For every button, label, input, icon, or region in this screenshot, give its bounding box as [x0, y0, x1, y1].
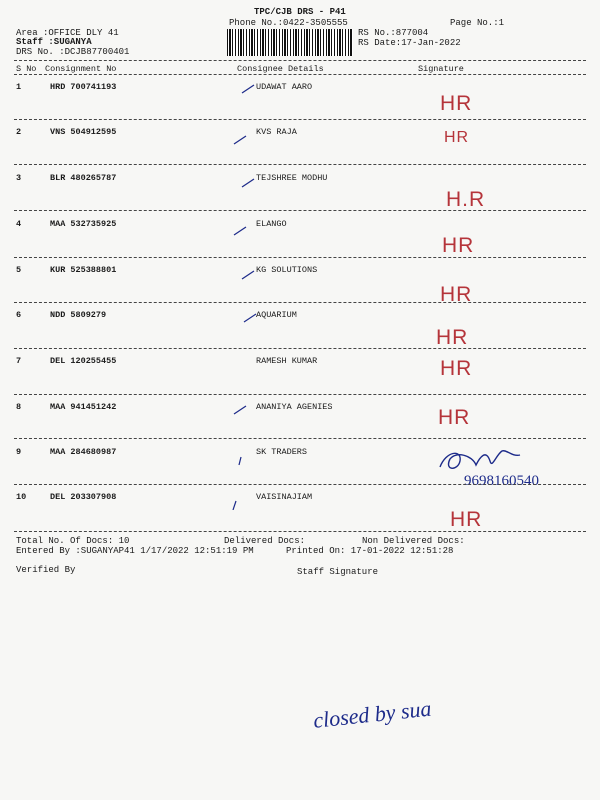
rs-date: RS Date:17-Jan-2022 [358, 38, 461, 48]
tick-icon [240, 178, 256, 188]
row-divider [14, 438, 586, 439]
row-divider [14, 484, 586, 485]
row-sno: 5 [16, 265, 22, 275]
row-sno: 6 [16, 310, 22, 320]
row-signature: HR [450, 508, 483, 531]
verified-by: Verified By [16, 565, 76, 575]
row-sno: 1 [16, 82, 22, 92]
row-sno: 2 [16, 127, 22, 137]
staff-label: Staff :SUGANYA [16, 37, 92, 47]
area-label: Area :OFFICE DLY 41 [16, 28, 119, 38]
total-docs: Total No. Of Docs: 10 [16, 536, 130, 546]
column-consignee: Consignee Details [237, 64, 324, 74]
non-delivered-docs: Non Delivered Docs: [362, 536, 465, 546]
row-signature: HR [440, 92, 473, 115]
barcode [227, 29, 353, 56]
row-consignment: VNS 504912595 [50, 127, 117, 137]
row-consignment: BLR 480265787 [50, 173, 117, 183]
row-consignment: HRD 700741193 [50, 82, 117, 92]
document-title: TPC/CJB DRS - P41 [254, 7, 346, 17]
row-consignment: KUR 525388801 [50, 265, 117, 275]
tick-icon [240, 270, 256, 280]
row-sno: 10 [16, 492, 27, 502]
row-consignee: ELANGO [256, 219, 287, 229]
row-consignee: KG SOLUTIONS [256, 265, 318, 275]
row-signature: HR [444, 129, 470, 146]
row-consignment: DEL 203307908 [50, 492, 117, 502]
tick-icon [240, 84, 256, 94]
row-sno: 3 [16, 173, 22, 183]
row-signature: HR [440, 357, 473, 380]
row-signature: HR [442, 234, 475, 257]
row-sno: 9 [16, 447, 22, 457]
row-consignee: AQUARIUM [256, 310, 297, 320]
row-consignment: DEL 120255455 [50, 356, 117, 366]
row-divider [14, 394, 586, 395]
tick-icon [232, 226, 248, 236]
row-consignment: NDD 5809279 [50, 310, 107, 320]
row-signature-phone: 9698160540 [464, 473, 539, 489]
tick-icon [230, 500, 246, 510]
page-number: Page No.:1 [450, 18, 505, 28]
handwritten-note: closed by sua [312, 695, 433, 733]
row-consignee: RAMESH KUMAR [256, 356, 318, 366]
rs-number: RS No.:877004 [358, 28, 429, 38]
row-consignee: SK TRADERS [256, 447, 308, 457]
tick-icon [236, 456, 252, 466]
column-consignment: Consignment No [45, 64, 117, 74]
row-consignee: TEJSHREE MODHU [256, 173, 328, 183]
row-sno: 8 [16, 402, 22, 412]
row-consignee: VAISINAJIAM [256, 492, 313, 502]
tick-icon [232, 135, 248, 145]
printed-on: Printed On: 17-01-2022 12:51:28 [286, 546, 454, 556]
delivered-docs: Delivered Docs: [224, 536, 306, 546]
tick-icon [232, 405, 248, 415]
entered-by: Entered By :SUGANYAP41 1/17/2022 12:51:19 PM [16, 546, 254, 556]
phone-number: Phone No.:0422-3505555 [229, 18, 348, 28]
row-consignee: KVS RAJA [256, 127, 297, 137]
row-signature: HR [438, 406, 471, 429]
header-divider [14, 60, 586, 61]
row-consignee: ANANIYA AGENIES [256, 402, 333, 412]
drs-number: DRS No. :DCJB87700401 [16, 47, 130, 57]
row-divider [14, 302, 586, 303]
row-divider [14, 210, 586, 211]
row-consignment: MAA 941451242 [50, 402, 117, 412]
row-consignee: UDAWAT AARO [256, 82, 313, 92]
column-sno: S No [16, 64, 37, 74]
row-divider [14, 164, 586, 165]
table-bottom-divider [14, 531, 586, 532]
row-divider [14, 257, 586, 258]
row-sno: 7 [16, 356, 22, 366]
row-divider [14, 348, 586, 349]
row-sno: 4 [16, 219, 22, 229]
row-consignment: MAA 284680987 [50, 447, 117, 457]
column-signature: Signature [418, 64, 464, 74]
row-divider [14, 119, 586, 120]
staff-signature: Staff Signature [297, 567, 379, 577]
row-consignment: MAA 532735925 [50, 219, 117, 229]
row-signature: H.R [446, 188, 486, 211]
row-signature: HR [440, 283, 473, 306]
columns-divider [14, 74, 586, 75]
row-signature: HR [436, 326, 469, 349]
